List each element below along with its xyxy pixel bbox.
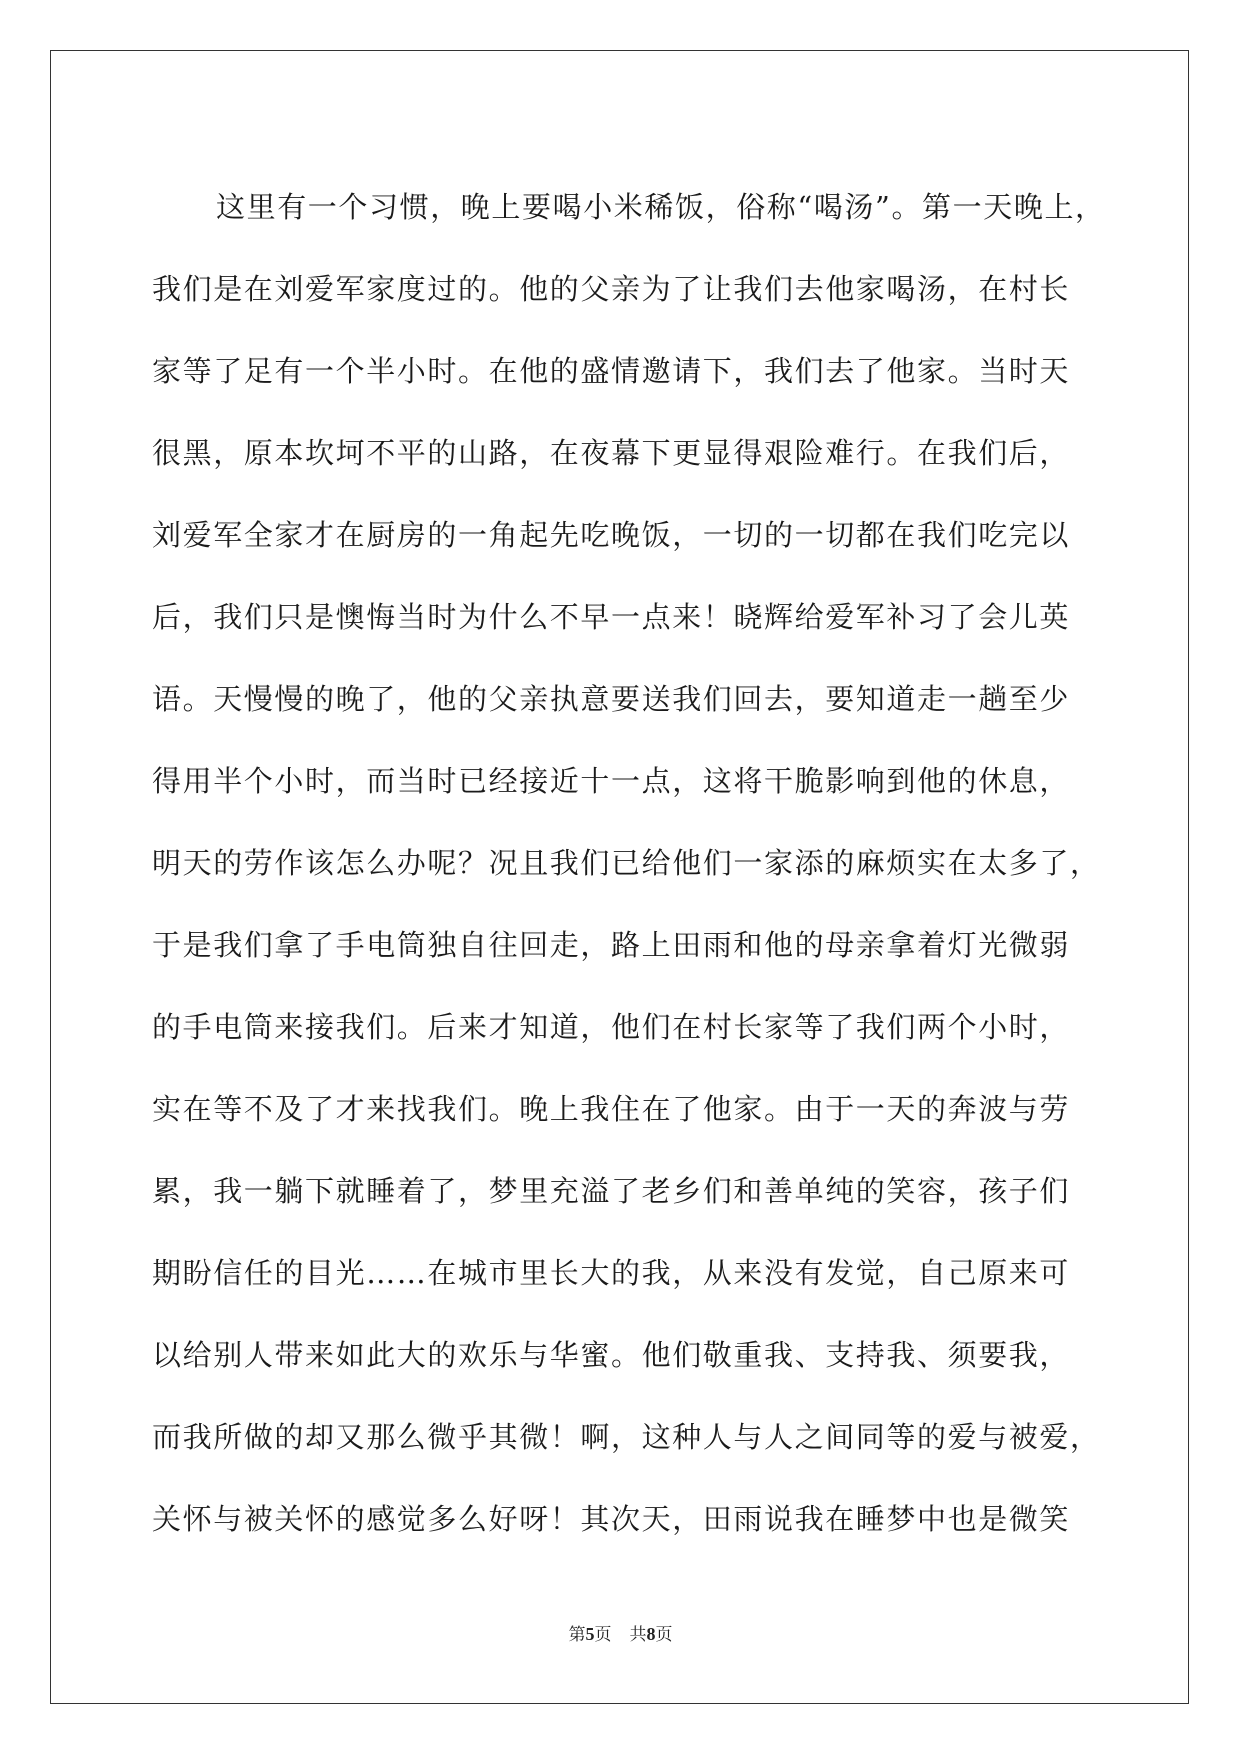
text-line: 家等了足有一个半小时。在他的盛情邀请下，我们去了他家。当时天 xyxy=(152,354,1071,388)
text-line: 明天的劳作该怎么办呢？况且我们已给他们一家添的麻烦实在太多了， xyxy=(152,846,1101,880)
text-line: 而我所做的却又那么微乎其微！啊，这种人与人之间同等的爱与被爱， xyxy=(152,1420,1101,1454)
total-prefix: 共 xyxy=(629,1625,647,1645)
text-line: 很黑，原本坎坷不平的山路，在夜幕下更显得艰险难行。在我们后， xyxy=(152,436,1071,470)
text-line: 于是我们拿了手电筒独自往回走，路上田雨和他的母亲拿着灯光微弱 xyxy=(152,928,1071,962)
total-suffix: 页 xyxy=(655,1625,673,1645)
text-line: 我们是在刘爱军家度过的。他的父亲为了让我们去他家喝汤，在村长 xyxy=(152,272,1071,306)
text-line: 以给别人带来如此大的欢乐与华蜜。他们敬重我、支持我、须要我， xyxy=(152,1338,1071,1372)
page-suffix: 页 xyxy=(594,1625,612,1645)
text-line: 实在等不及了才来找我们。晚上我住在了他家。由于一天的奔波与劳 xyxy=(152,1092,1071,1126)
total-page-number: 8 xyxy=(646,1624,656,1644)
text-line: 得用半个小时，而当时已经接近十一点，这将干脆影响到他的休息， xyxy=(152,764,1071,798)
page-prefix: 第 xyxy=(568,1625,586,1645)
text-line: 期盼信任的目光……在城市里长大的我，从来没有发觉，自己原来可 xyxy=(152,1256,1071,1290)
text-line: 累，我一躺下就睡着了，梦里充溢了老乡们和善单纯的笑容，孩子们 xyxy=(152,1174,1071,1208)
current-page-number: 5 xyxy=(585,1624,595,1644)
text-line: 语。天慢慢的晚了，他的父亲执意要送我们回去，要知道走一趟至少 xyxy=(152,682,1071,716)
text-line: 这里有一个习惯，晚上要喝小米稀饭，俗称“喝汤”。第一天晚上， xyxy=(216,190,1106,224)
text-line: 关怀与被关怀的感觉多么好呀！其次天，田雨说我在睡梦中也是微笑 xyxy=(152,1502,1071,1536)
text-line: 刘爱军全家才在厨房的一角起先吃晚饭，一切的一切都在我们吃完以 xyxy=(152,518,1071,552)
body-text xyxy=(152,166,1112,1560)
text-line: 后，我们只是懊悔当时为什么不早一点来！晓辉给爱军补习了会儿英 xyxy=(152,600,1071,634)
page-number-footer xyxy=(0,1620,1241,1645)
text-line: 的手电筒来接我们。后来才知道，他们在村长家等了我们两个小时， xyxy=(152,1010,1071,1044)
